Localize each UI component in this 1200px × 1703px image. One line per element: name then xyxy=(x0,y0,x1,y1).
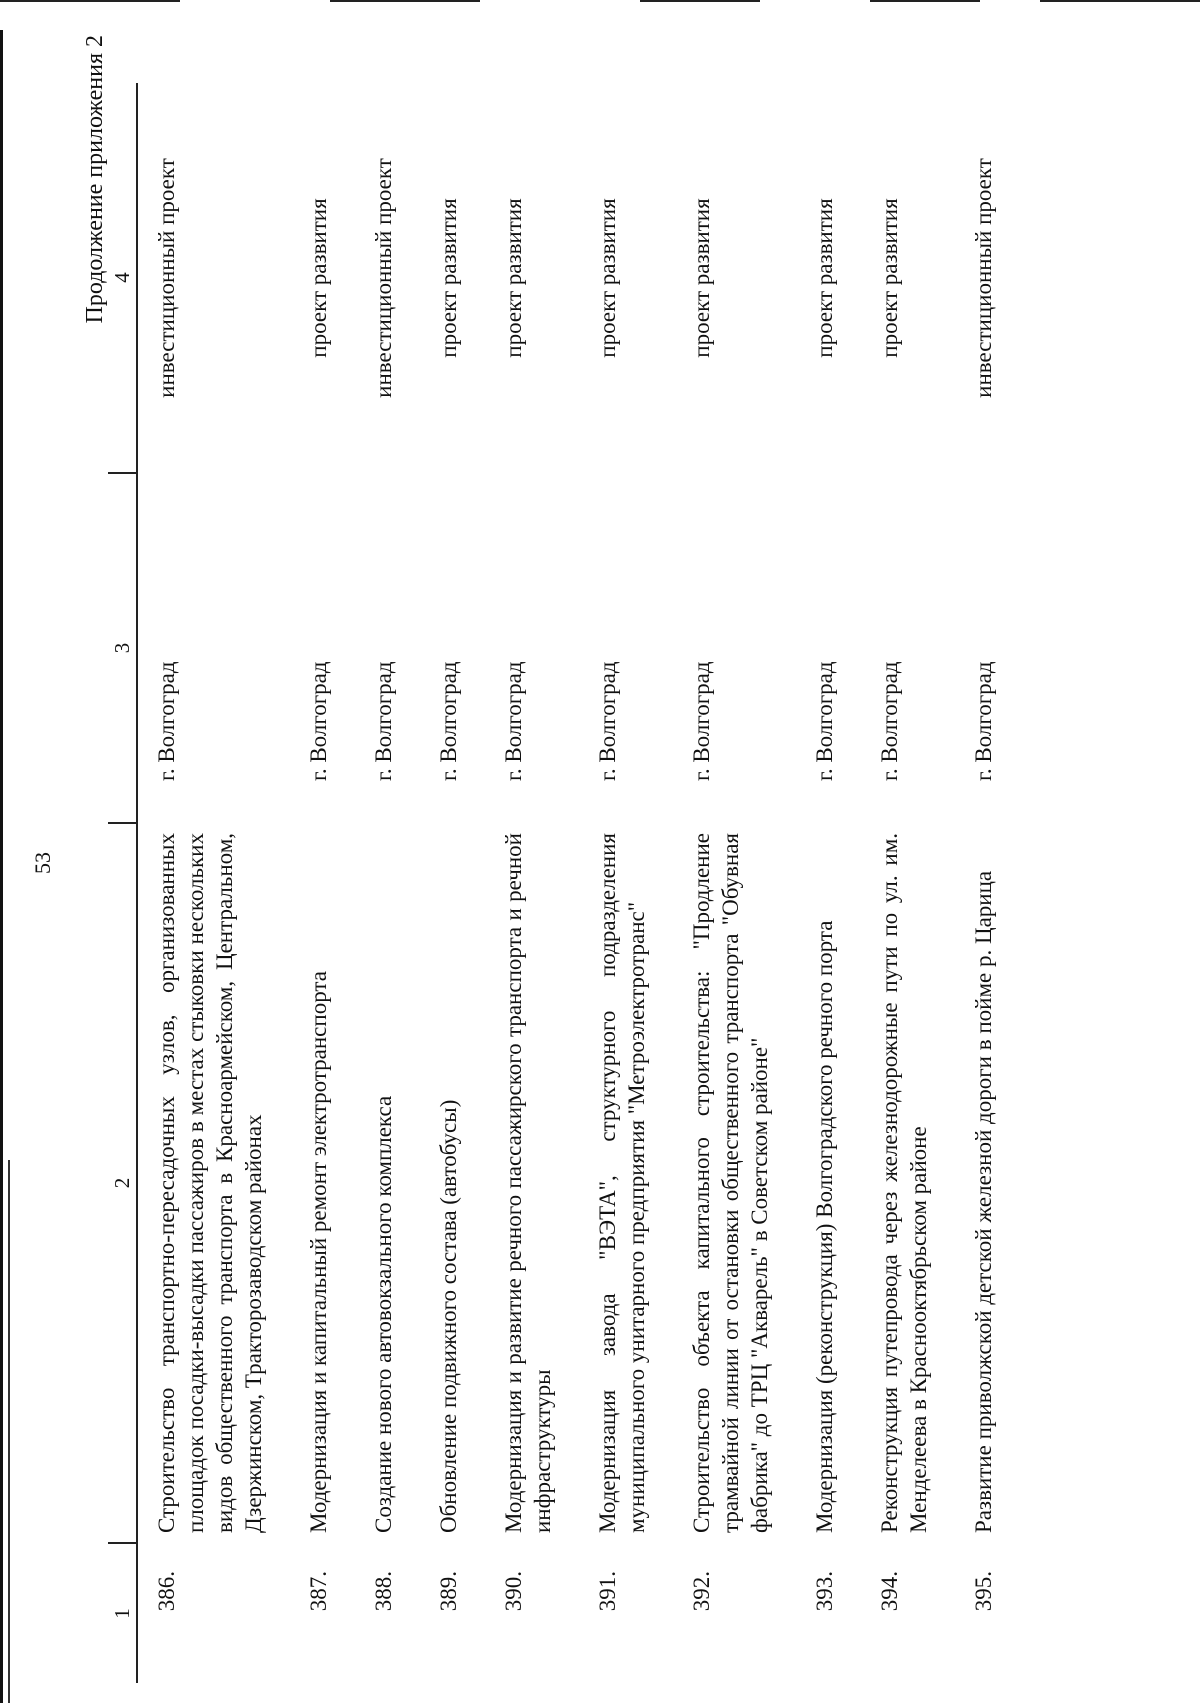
table-row xyxy=(861,83,955,1683)
row-number: 388. xyxy=(371,1571,396,1612)
row-number: 393. xyxy=(812,1571,837,1612)
row-number: 387. xyxy=(306,1571,331,1612)
row-project-type: проект развития xyxy=(689,198,714,358)
row-city: г. Волгоград xyxy=(501,661,526,781)
appendix-table xyxy=(108,83,1020,1683)
row-city: г. Волгоград xyxy=(595,661,620,781)
row-description: Реконструкция путепровода через железнодорожные пути по ул. им. Менделеева в Краснооктябрьском районе xyxy=(877,833,931,1533)
row-city: г. Волгоград xyxy=(689,661,714,781)
row-number: 391. xyxy=(595,1571,620,1612)
row-description: Создание нового автовокзального комплекса xyxy=(371,1095,396,1533)
table-row xyxy=(579,83,673,1683)
column-header-3: 3 xyxy=(108,473,137,823)
row-number: 386. xyxy=(154,1571,179,1612)
row-city: г. Волгоград xyxy=(306,661,331,781)
row-description: Модернизация и капитальный ремонт электротранспорта xyxy=(306,971,331,1533)
row-description: Модернизация (реконструкция) Волгоградского речного порта xyxy=(812,920,837,1533)
continuation-heading: Продолжение приложения 2 xyxy=(82,35,108,324)
table-row xyxy=(796,83,861,1683)
table-row xyxy=(955,83,1020,1683)
row-city: г. Волгоград xyxy=(154,661,179,781)
row-city: г. Волгоград xyxy=(971,661,996,781)
table-row xyxy=(137,83,290,1683)
row-number: 395. xyxy=(971,1571,996,1612)
row-project-type: проект развития xyxy=(877,198,902,358)
page-number: 53 xyxy=(30,852,55,874)
row-project-type: проект развития xyxy=(595,198,620,358)
row-description: Модернизация завода "ВЭТА", структурного подразделения муниципального унитарного предприятия "Метроэлектротранс" xyxy=(595,833,649,1533)
column-header-2: 2 xyxy=(108,823,137,1543)
row-number: 392. xyxy=(689,1571,714,1612)
row-project-type: проект развития xyxy=(812,198,837,358)
row-description: Строительство объекта капитального строительства: "Продление трамвайной линии от остановки общественного транспорта "Обувная фабрика" до ТРЦ "Акварель" в Советском районе" xyxy=(689,833,772,1533)
row-project-type: проект развития xyxy=(501,198,526,358)
column-header-1: 1 xyxy=(108,1543,137,1683)
column-header-4: 4 xyxy=(108,83,137,473)
row-project-type: инвестиционный проект xyxy=(971,158,996,398)
row-project-type: инвестиционный проект xyxy=(154,158,179,398)
table-row xyxy=(485,83,579,1683)
row-description: Модернизация и развитие речного пассажирского транспорта и речной инфраструктуры xyxy=(501,833,555,1533)
row-project-type: инвестиционный проект xyxy=(371,158,396,398)
table-header-row xyxy=(108,83,137,1683)
row-project-type: проект развития xyxy=(436,198,461,358)
row-description: Развитие приволжской детской железной дороги в пойме р. Царица xyxy=(971,870,996,1533)
row-number: 394. xyxy=(877,1571,902,1612)
row-city: г. Волгоград xyxy=(812,661,837,781)
table-row xyxy=(673,83,796,1683)
table-row xyxy=(355,83,420,1683)
row-description: Строительство транспортно-пересадочных узлов, организованных площадок посадки-высадки пассажиров в местах стыковки нескольких видов общественного транспорта в Красноармейском, Центральном, Дзержинском, Тракторозаводском районах xyxy=(154,833,266,1533)
row-project-type: проект развития xyxy=(306,198,331,358)
row-city: г. Волгоград xyxy=(877,661,902,781)
table-row xyxy=(290,83,355,1683)
row-city: г. Волгоград xyxy=(436,661,461,781)
row-number: 389. xyxy=(436,1571,461,1612)
row-city: г. Волгоград xyxy=(371,661,396,781)
row-description: Обновление подвижного состава (автобусы) xyxy=(436,1099,461,1533)
row-number: 390. xyxy=(501,1571,526,1612)
table-row xyxy=(420,83,485,1683)
